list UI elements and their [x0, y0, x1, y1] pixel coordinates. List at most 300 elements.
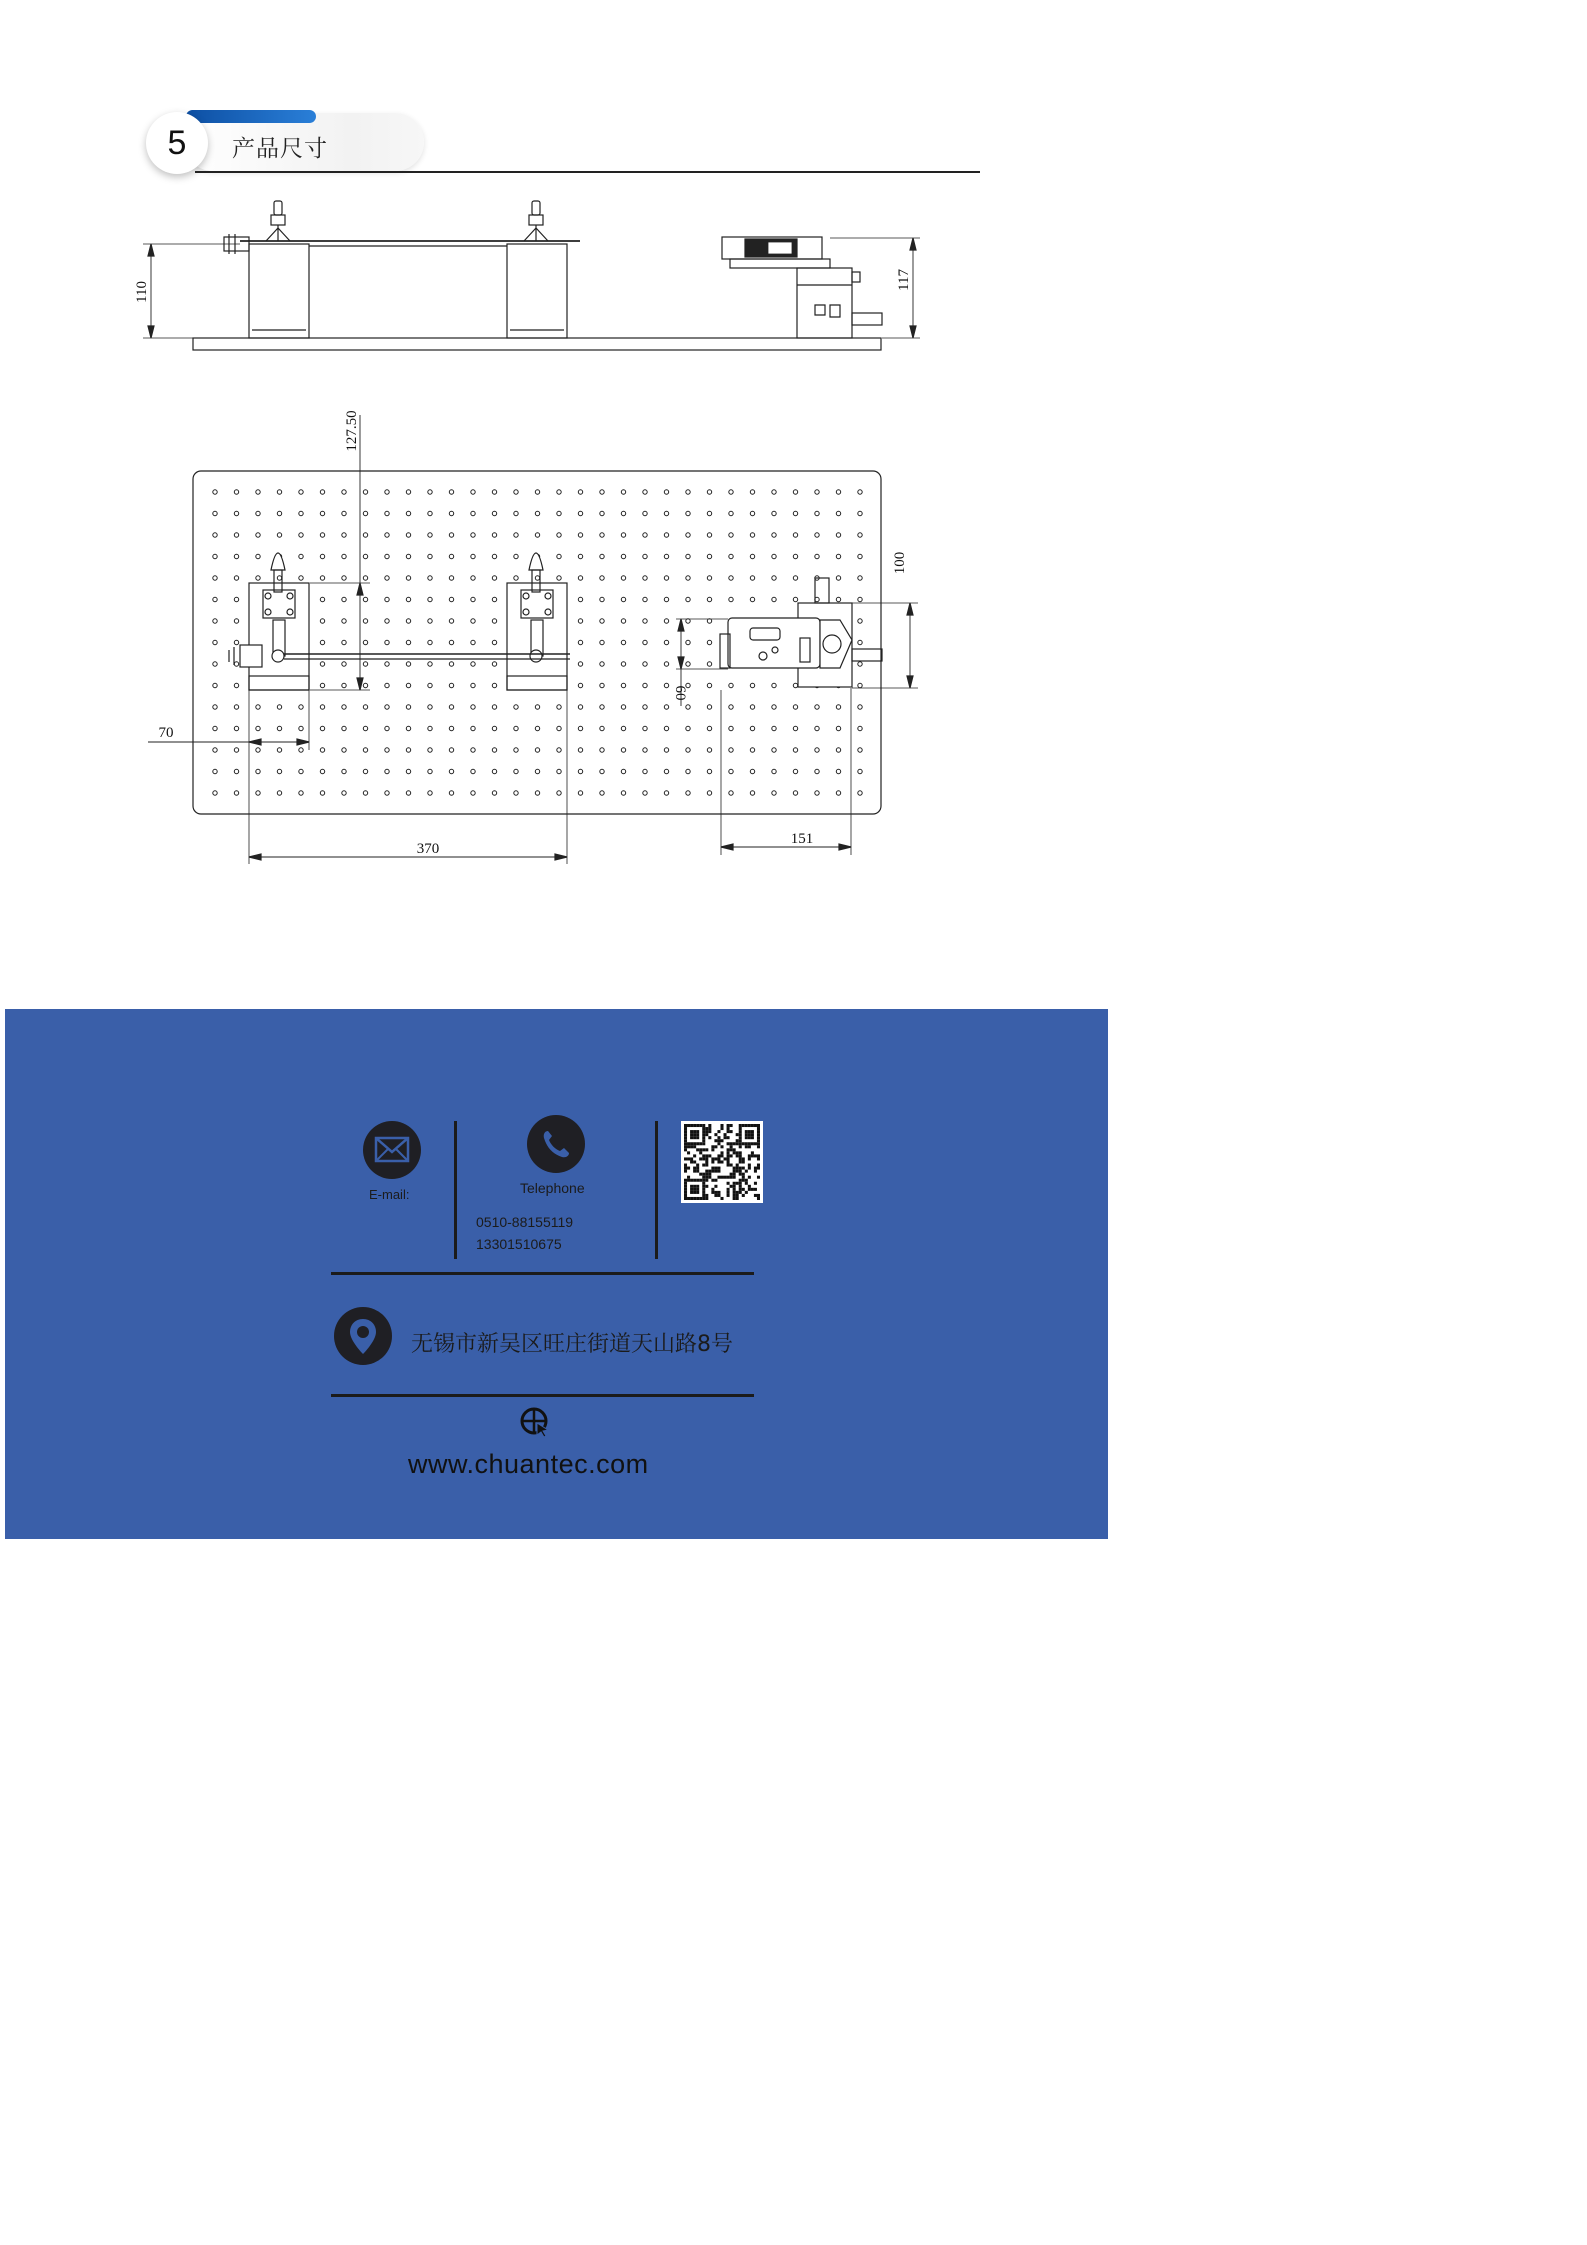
qr-module — [699, 1148, 702, 1151]
mount-hole — [836, 554, 840, 558]
qr-module — [699, 1179, 702, 1182]
mount-hole — [772, 490, 776, 494]
mount-hole — [858, 726, 862, 730]
mount-hole — [234, 705, 238, 709]
mount-hole — [234, 791, 238, 795]
qr-module — [733, 1173, 736, 1176]
mount-hole — [406, 705, 410, 709]
qr-module — [717, 1160, 720, 1163]
mount-hole — [428, 791, 432, 795]
qr-module — [736, 1133, 739, 1136]
qr-module — [720, 1160, 723, 1163]
mount-hole — [600, 748, 604, 752]
mount-hole — [729, 490, 733, 494]
mount-hole — [406, 791, 410, 795]
qr-module — [702, 1124, 705, 1127]
mount-hole — [664, 533, 668, 537]
qr-module — [748, 1167, 751, 1170]
qr-module — [757, 1139, 760, 1142]
mount-hole — [363, 705, 367, 709]
mount-hole — [299, 511, 303, 515]
qr-module — [754, 1170, 757, 1173]
mount-hole — [385, 554, 389, 558]
mount-hole — [557, 748, 561, 752]
mount-hole — [299, 769, 303, 773]
mount-hole — [342, 640, 346, 644]
mount-hole — [600, 554, 604, 558]
mount-hole — [643, 769, 647, 773]
mount-hole — [729, 683, 733, 687]
mount-hole — [535, 769, 539, 773]
mount-hole — [363, 533, 367, 537]
globe-cursor-icon — [519, 1406, 551, 1438]
mount-hole — [535, 726, 539, 730]
mount-hole — [471, 769, 475, 773]
mount-hole — [385, 662, 389, 666]
sensor-unit-top — [720, 578, 882, 687]
qr-module — [748, 1176, 751, 1179]
qr-module — [714, 1145, 717, 1148]
mount-hole — [600, 705, 604, 709]
mount-hole — [858, 576, 862, 580]
mount-hole — [643, 511, 647, 515]
qr-module — [711, 1157, 714, 1160]
mount-hole — [234, 619, 238, 623]
qr-module — [693, 1197, 696, 1200]
mount-hole — [836, 490, 840, 494]
mount-hole — [858, 490, 862, 494]
qr-module — [745, 1136, 748, 1139]
mount-hole — [557, 533, 561, 537]
mount-hole — [621, 748, 625, 752]
qr-module — [696, 1185, 699, 1188]
qr-module — [705, 1154, 708, 1157]
mount-hole — [514, 576, 518, 580]
mount-hole — [385, 597, 389, 601]
qr-module — [754, 1182, 757, 1185]
qr-module — [727, 1194, 730, 1197]
qr-module — [733, 1167, 736, 1170]
mount-hole — [320, 769, 324, 773]
qr-module — [748, 1124, 751, 1127]
mount-hole — [750, 533, 754, 537]
mount-hole — [535, 748, 539, 752]
qr-module — [751, 1136, 754, 1139]
qr-module — [684, 1133, 687, 1136]
mount-hole — [793, 683, 797, 687]
qr-module — [730, 1154, 733, 1157]
qr-module — [690, 1160, 693, 1163]
mount-hole — [385, 769, 389, 773]
mount-hole — [707, 576, 711, 580]
mount-hole — [707, 554, 711, 558]
qr-module — [693, 1185, 696, 1188]
mount-hole — [342, 576, 346, 580]
mount-hole — [299, 533, 303, 537]
qr-module — [690, 1179, 693, 1182]
qr-module — [705, 1170, 708, 1173]
qr-module — [687, 1151, 690, 1154]
mount-hole — [471, 597, 475, 601]
mount-hole — [621, 490, 625, 494]
mount-hole — [256, 554, 260, 558]
mount-hole — [449, 662, 453, 666]
mount-hole — [320, 705, 324, 709]
mount-hole — [750, 511, 754, 515]
mount-hole — [793, 533, 797, 537]
mount-hole — [449, 683, 453, 687]
qr-module — [684, 1124, 687, 1127]
mount-hole — [385, 726, 389, 730]
mount-hole — [858, 511, 862, 515]
mount-hole — [492, 726, 496, 730]
qr-module — [730, 1145, 733, 1148]
top-view — [148, 415, 918, 864]
mount-hole — [750, 791, 754, 795]
qr-module — [705, 1127, 708, 1130]
mount-hole — [557, 726, 561, 730]
qr-module — [730, 1148, 733, 1151]
mount-hole — [600, 662, 604, 666]
mount-hole — [406, 511, 410, 515]
mount-hole — [557, 576, 561, 580]
qr-module — [727, 1182, 730, 1185]
mount-hole — [707, 791, 711, 795]
qr-module — [702, 1191, 705, 1194]
qr-module — [693, 1130, 696, 1133]
mount-hole — [621, 619, 625, 623]
mount-hole — [471, 683, 475, 687]
mount-hole — [514, 769, 518, 773]
mount-hole — [514, 791, 518, 795]
mount-hole — [729, 511, 733, 515]
mount-hole — [449, 726, 453, 730]
mount-hole — [213, 769, 217, 773]
mount-hole — [320, 490, 324, 494]
mount-hole — [836, 576, 840, 580]
qr-module — [727, 1191, 730, 1194]
qr-module — [696, 1164, 699, 1167]
mount-hole — [406, 748, 410, 752]
qr-module — [687, 1142, 690, 1145]
mount-hole — [363, 683, 367, 687]
section-title: 产品尺寸 — [232, 136, 328, 162]
mount-hole — [514, 554, 518, 558]
mount-hole — [664, 726, 668, 730]
mount-hole — [815, 511, 819, 515]
qr-module — [717, 1167, 720, 1170]
mount-hole — [836, 769, 840, 773]
mount-hole — [750, 683, 754, 687]
qr-module — [693, 1124, 696, 1127]
mount-hole — [621, 576, 625, 580]
mount-hole — [428, 640, 432, 644]
mount-hole — [858, 533, 862, 537]
qr-module — [711, 1167, 714, 1170]
mount-hole — [600, 726, 604, 730]
qr-module — [730, 1173, 733, 1176]
qr-module — [702, 1176, 705, 1179]
qr-module — [684, 1148, 687, 1151]
mount-hole — [578, 662, 582, 666]
qr-module — [748, 1142, 751, 1145]
mount-hole — [858, 619, 862, 623]
qr-module — [702, 1148, 705, 1151]
qr-module — [684, 1164, 687, 1167]
dim-label-span: 370 — [416, 841, 440, 857]
mount-hole — [621, 791, 625, 795]
mount-hole — [686, 619, 690, 623]
qr-module — [733, 1185, 736, 1188]
qr-module — [727, 1130, 730, 1133]
mount-hole — [707, 490, 711, 494]
qr-module — [754, 1124, 757, 1127]
mount-hole — [492, 533, 496, 537]
qr-module — [693, 1170, 696, 1173]
qr-module — [751, 1133, 754, 1136]
mount-hole — [643, 705, 647, 709]
qr-module — [684, 1157, 687, 1160]
mount-hole — [342, 511, 346, 515]
mount-hole — [836, 533, 840, 537]
mount-hole — [449, 705, 453, 709]
phone-number-2[interactable]: 13301510675 — [476, 1236, 562, 1252]
mount-hole — [793, 576, 797, 580]
mount-hole — [492, 490, 496, 494]
mount-hole — [406, 662, 410, 666]
qr-module — [693, 1191, 696, 1194]
mount-hole — [664, 748, 668, 752]
qr-module — [693, 1133, 696, 1136]
qr-module — [745, 1179, 748, 1182]
mount-hole — [535, 511, 539, 515]
qr-module — [699, 1142, 702, 1145]
qr-module — [748, 1133, 751, 1136]
mount-hole — [643, 490, 647, 494]
qr-module — [702, 1188, 705, 1191]
qr-module — [733, 1182, 736, 1185]
mount-hole — [729, 748, 733, 752]
qr-module — [693, 1179, 696, 1182]
qr-module — [684, 1136, 687, 1139]
mount-hole — [256, 791, 260, 795]
qr-module — [720, 1197, 723, 1200]
dim-label-height-left: 110 — [134, 281, 150, 303]
qr-module — [748, 1136, 751, 1139]
mount-hole — [213, 619, 217, 623]
mount-hole — [535, 533, 539, 537]
mount-hole — [686, 576, 690, 580]
mount-hole — [578, 576, 582, 580]
mount-hole — [385, 511, 389, 515]
qr-module — [690, 1188, 693, 1191]
qr-module — [714, 1157, 717, 1160]
qr-module — [717, 1157, 720, 1160]
mount-hole — [557, 511, 561, 515]
phone-number-1[interactable]: 0510-88155119 — [476, 1214, 574, 1230]
qr-module — [720, 1154, 723, 1157]
mount-hole — [707, 748, 711, 752]
mount-hole — [514, 748, 518, 752]
qr-module — [757, 1136, 760, 1139]
mount-hole — [600, 640, 604, 644]
mount-hole — [277, 791, 281, 795]
qr-module — [739, 1133, 742, 1136]
mount-hole — [449, 490, 453, 494]
mount-hole — [256, 705, 260, 709]
qr-module — [684, 1170, 687, 1173]
dim-label-height-right: 117 — [896, 269, 912, 291]
mount-hole — [578, 726, 582, 730]
mount-hole — [342, 683, 346, 687]
qr-module — [717, 1142, 720, 1145]
mount-hole — [428, 490, 432, 494]
dim-label-right-offset: 100 — [892, 551, 908, 575]
qr-module — [739, 1142, 742, 1145]
qr-module — [736, 1167, 739, 1170]
divider-left — [454, 1121, 457, 1259]
mount-hole — [428, 533, 432, 537]
mount-hole — [363, 769, 367, 773]
mount-hole — [342, 705, 346, 709]
mount-hole — [535, 576, 539, 580]
mount-hole — [299, 554, 303, 558]
mount-hole — [514, 490, 518, 494]
qr-module — [705, 1148, 708, 1151]
mount-hole — [858, 640, 862, 644]
mount-hole — [406, 619, 410, 623]
mount-hole — [277, 705, 281, 709]
mount-hole — [299, 705, 303, 709]
clamp-block-right — [507, 244, 567, 338]
mount-hole — [213, 490, 217, 494]
qr-module — [733, 1148, 736, 1151]
mount-hole — [320, 511, 324, 515]
qr-module — [727, 1157, 730, 1160]
qr-module — [702, 1136, 705, 1139]
qr-module — [742, 1160, 745, 1163]
qr-module — [714, 1179, 717, 1182]
mount-hole — [707, 619, 711, 623]
mount-hole — [621, 554, 625, 558]
dim-label-top-offset: 127.50 — [344, 410, 360, 452]
mount-hole — [299, 791, 303, 795]
mount-hole — [342, 748, 346, 752]
qr-module — [714, 1139, 717, 1142]
qr-module — [739, 1179, 742, 1182]
mount-hole — [213, 791, 217, 795]
mount-hole — [492, 511, 496, 515]
toggle-handle-right — [524, 201, 548, 241]
qr-module — [733, 1197, 736, 1200]
qr-module — [757, 1133, 760, 1136]
mount-hole — [772, 511, 776, 515]
qr-module — [739, 1127, 742, 1130]
mount-hole — [299, 726, 303, 730]
qr-module — [727, 1148, 730, 1151]
mount-hole — [428, 554, 432, 558]
qr-module — [705, 1133, 708, 1136]
qr-module — [702, 1182, 705, 1185]
website-link[interactable]: www.chuantec.com — [408, 1449, 649, 1479]
qr-module — [696, 1148, 699, 1151]
mount-hole — [213, 683, 217, 687]
mount-hole — [707, 705, 711, 709]
qr-module — [705, 1194, 708, 1197]
mount-hole — [406, 683, 410, 687]
qr-module — [739, 1182, 742, 1185]
qr-module — [730, 1164, 733, 1167]
mount-hole — [858, 662, 862, 666]
qr-module — [690, 1145, 693, 1148]
qr-module — [687, 1145, 690, 1148]
qr-module — [748, 1145, 751, 1148]
qr-module — [733, 1170, 736, 1173]
rule-2 — [331, 1394, 754, 1397]
qr-module — [717, 1130, 720, 1133]
qr-module — [736, 1191, 739, 1194]
mount-hole — [342, 619, 346, 623]
mount-hole — [492, 662, 496, 666]
mount-hole — [707, 511, 711, 515]
mount-hole — [234, 554, 238, 558]
mount-hole — [836, 726, 840, 730]
qr-module — [714, 1133, 717, 1136]
qr-module — [745, 1182, 748, 1185]
mount-hole — [299, 576, 303, 580]
mount-hole — [449, 554, 453, 558]
mount-hole — [234, 490, 238, 494]
qr-module — [690, 1124, 693, 1127]
qr-module — [702, 1157, 705, 1160]
mount-hole — [471, 619, 475, 623]
qr-module — [693, 1142, 696, 1145]
qr-module — [702, 1194, 705, 1197]
mount-hole — [492, 554, 496, 558]
dim-label-left-offset: 70 — [158, 725, 174, 741]
mount-hole — [750, 554, 754, 558]
qr-module — [727, 1176, 730, 1179]
qr-module — [751, 1188, 754, 1191]
mount-hole — [492, 619, 496, 623]
mount-hole — [428, 662, 432, 666]
qr-module — [739, 1154, 742, 1157]
mount-hole — [686, 511, 690, 515]
mount-hole — [729, 533, 733, 537]
qr-module — [736, 1164, 739, 1167]
qr-module — [751, 1124, 754, 1127]
qr-module — [708, 1124, 711, 1127]
qr-module — [705, 1130, 708, 1133]
mount-hole — [664, 769, 668, 773]
qr-module — [748, 1157, 751, 1160]
rule-1 — [331, 1272, 754, 1275]
mount-hole — [234, 769, 238, 773]
mount-hole — [213, 554, 217, 558]
mount-hole — [514, 533, 518, 537]
mount-hole — [256, 726, 260, 730]
qr-module — [736, 1154, 739, 1157]
mount-hole — [729, 791, 733, 795]
mount-hole — [406, 769, 410, 773]
mount-hole — [836, 511, 840, 515]
mount-hole — [793, 791, 797, 795]
telephone-label: Telephone — [520, 1180, 585, 1196]
mount-hole — [514, 511, 518, 515]
qr-module — [720, 1145, 723, 1148]
qr-module — [748, 1188, 751, 1191]
mount-hole — [471, 554, 475, 558]
